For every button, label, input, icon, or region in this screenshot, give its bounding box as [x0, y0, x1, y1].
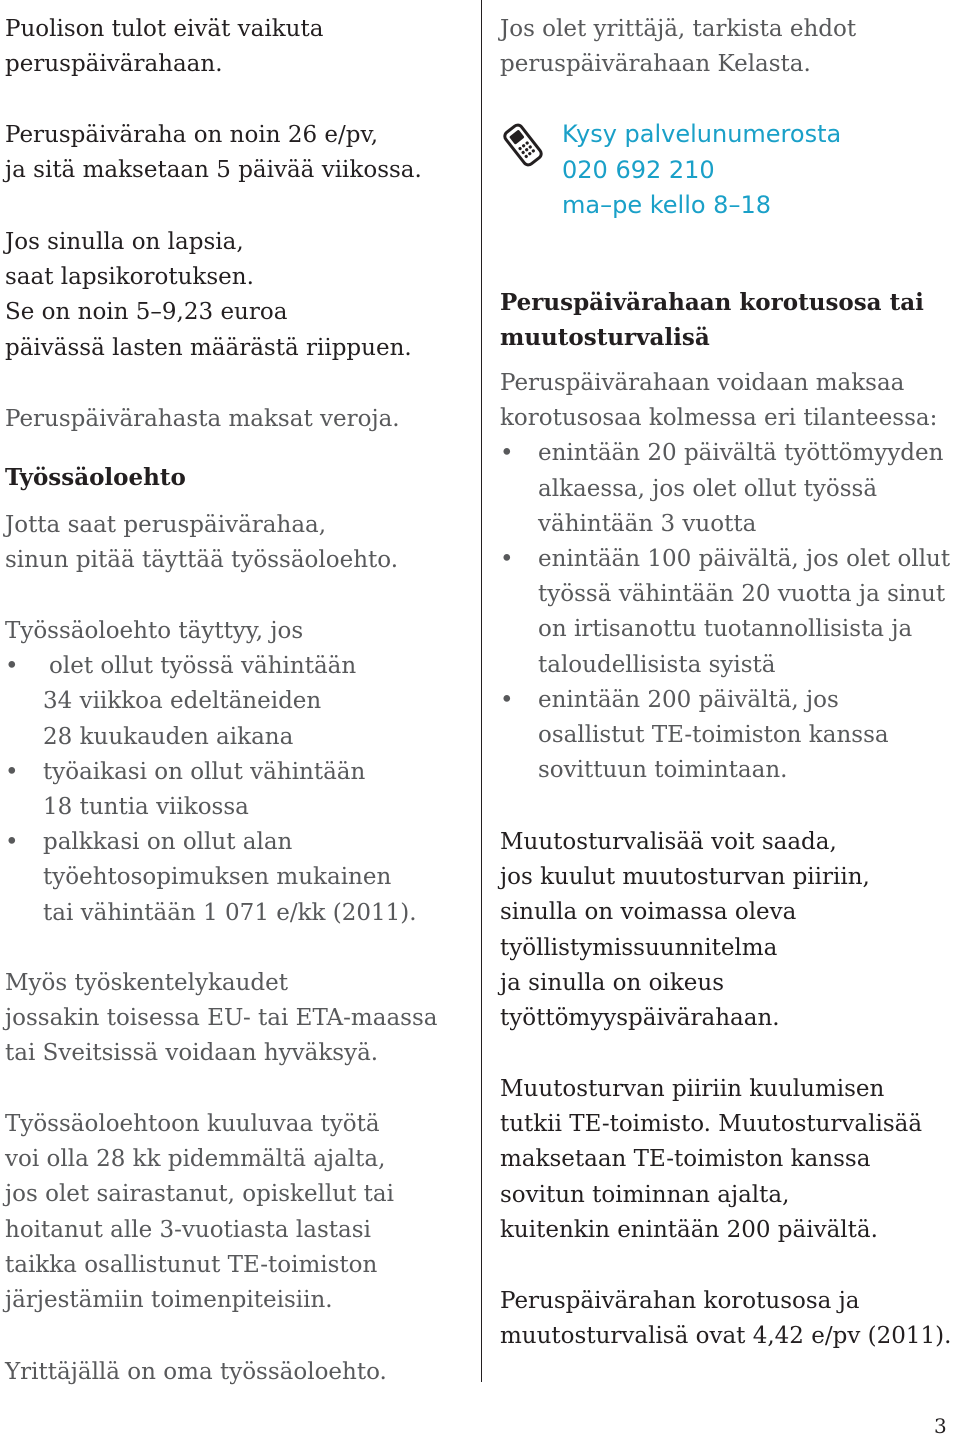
right-paragraph-5: Peruspäivärahan korotusosa ja muutosturvalisä ovat 4,42 e/pv (2011). — [500, 1288, 952, 1350]
right-bullet-2: • enintään 100 päivältä, jos olet ollut työssä vähintään 20 vuotta ja sinut on irtisanottu tuotannollisista ja taloudellisista syistä — [500, 542, 950, 683]
right-bullet-list — [500, 436, 950, 788]
right-paragraph-2: Peruspäivärahaan voidaan maksaa korotusosaa kolmessa eri tilanteessa: • enintään 20 päivältä työttömyyden alkaessa, jos olet ollut työssä vähintään 3 vuotta • enintään 100 päivältä, jos olet ollut työssä vähintään 20 vuotta ja sinut on irtisanottu tuotannollisista ja taloudellisista syistä • enintään 200 päivältä, jos osallistut TE-toimiston kanssa sovittuun toimintaan. — [500, 366, 950, 788]
right-paragraph-3: Muutosturvalisää voit saada, jos kuulut muutosturvan piiriin, sinulla on voimassa oleva työllistymissuunnitelma ja sinulla on oikeus työttömyyspäivärahaan. — [500, 829, 870, 1032]
service-hours: ma–pe kello 8–18 — [562, 191, 771, 219]
left-paragraph-6: Työssäoloehto täyttyy, jos • olet ollut työssä vähintään 34 viikkoa edeltäneiden 28 kuukauden aikana • työaikasi on ollut vähintään 18 tuntia viikossa • palkkasi on ollut alan työehtosopimuksen mukainen tai vähintään 1 071 e/kk (2011). — [5, 614, 417, 931]
left-bullet-list — [5, 649, 417, 931]
page-number: 3 — [934, 1414, 947, 1438]
left-bullet-2: • työaikasi on ollut vähintään 18 tuntia viikossa — [5, 755, 417, 825]
left-paragraph-4: Peruspäivärahasta maksat veroja. — [5, 406, 400, 432]
bullet-dot: • — [5, 653, 19, 680]
bullet-dot: • — [500, 546, 514, 573]
right-bullet-1: • enintään 20 päivältä työttömyyden alkaessa, jos olet ollut työssä vähintään 3 vuotta — [500, 436, 950, 542]
left-paragraph-5: Jotta saat peruspäivärahaa, sinun pitää täyttää työssäoloehto. — [5, 512, 399, 574]
service-label: Kysy palvelunumerosta — [562, 120, 842, 148]
left-paragraph-8: Työssäoloehtoon kuuluvaa työtä voi olla 28 kk pidemmältä ajalta, jos olet sairastanut, opiskellut tai hoitanut alle 3-vuotiasta lastasi taikka osallistunut TE-toimiston järjestämiin toimenpiteisiin. — [5, 1111, 394, 1314]
bullet-dot: • — [5, 758, 19, 785]
bullet-dot: • — [500, 686, 514, 713]
section-heading-tyossaoloehto: Työssäoloehto — [5, 464, 186, 491]
left-paragraph-7: Myös työskentelykaudet jossakin toisessa EU- tai ETA-maassa tai Sveitsissä voidaan hyväksyä. — [5, 970, 438, 1067]
left-bullet-3: • palkkasi on ollut alan työehtosopimuksen mukainen tai vähintään 1 071 e/kk (2011). — [5, 825, 417, 931]
column-divider — [481, 0, 482, 1382]
right-paragraph-4: Muutosturvan piiriin kuulumisen tutkii TE-toimisto. Muutosturvalisää maksetaan TE-toimiston kanssa sovitun toiminnan ajalta, kuitenkin enintään 200 päivältä. — [500, 1076, 923, 1243]
section-heading-korotusosa: Peruspäivärahaan korotusosa tai muutosturvalisä — [500, 289, 924, 352]
bullet-dot: • — [5, 829, 19, 856]
mobile-phone-icon — [500, 122, 546, 168]
left-paragraph-2: Peruspäiväraha on noin 26 e/pv, ja sitä maksetaan 5 päivää viikossa. — [5, 122, 422, 184]
right-paragraph-1: Jos olet yrittäjä, tarkista ehdot peruspäivärahaan Kelasta. — [500, 16, 857, 78]
right-bullet-3: • enintään 200 päivältä, jos osallistut TE-toimiston kanssa sovittuun toimintaan. — [500, 683, 950, 789]
service-number-info — [562, 117, 841, 224]
left-paragraph-3: Jos sinulla on lapsia, saat lapsikorotuksen. Se on noin 5–9,23 euroa päivässä lasten määrästä riippuen. — [5, 229, 412, 361]
left-bullet-1: • olet ollut työssä vähintään 34 viikkoa edeltäneiden 28 kuukauden aikana — [5, 649, 417, 755]
bullet-dot: • — [500, 440, 514, 467]
service-phone-number: 020 692 210 — [562, 155, 715, 184]
left-paragraph-9: Yrittäjällä on oma työssäoloehto. — [5, 1359, 387, 1385]
left-paragraph-1: Puolison tulot eivät vaikuta peruspäivärahaan. — [5, 16, 324, 78]
